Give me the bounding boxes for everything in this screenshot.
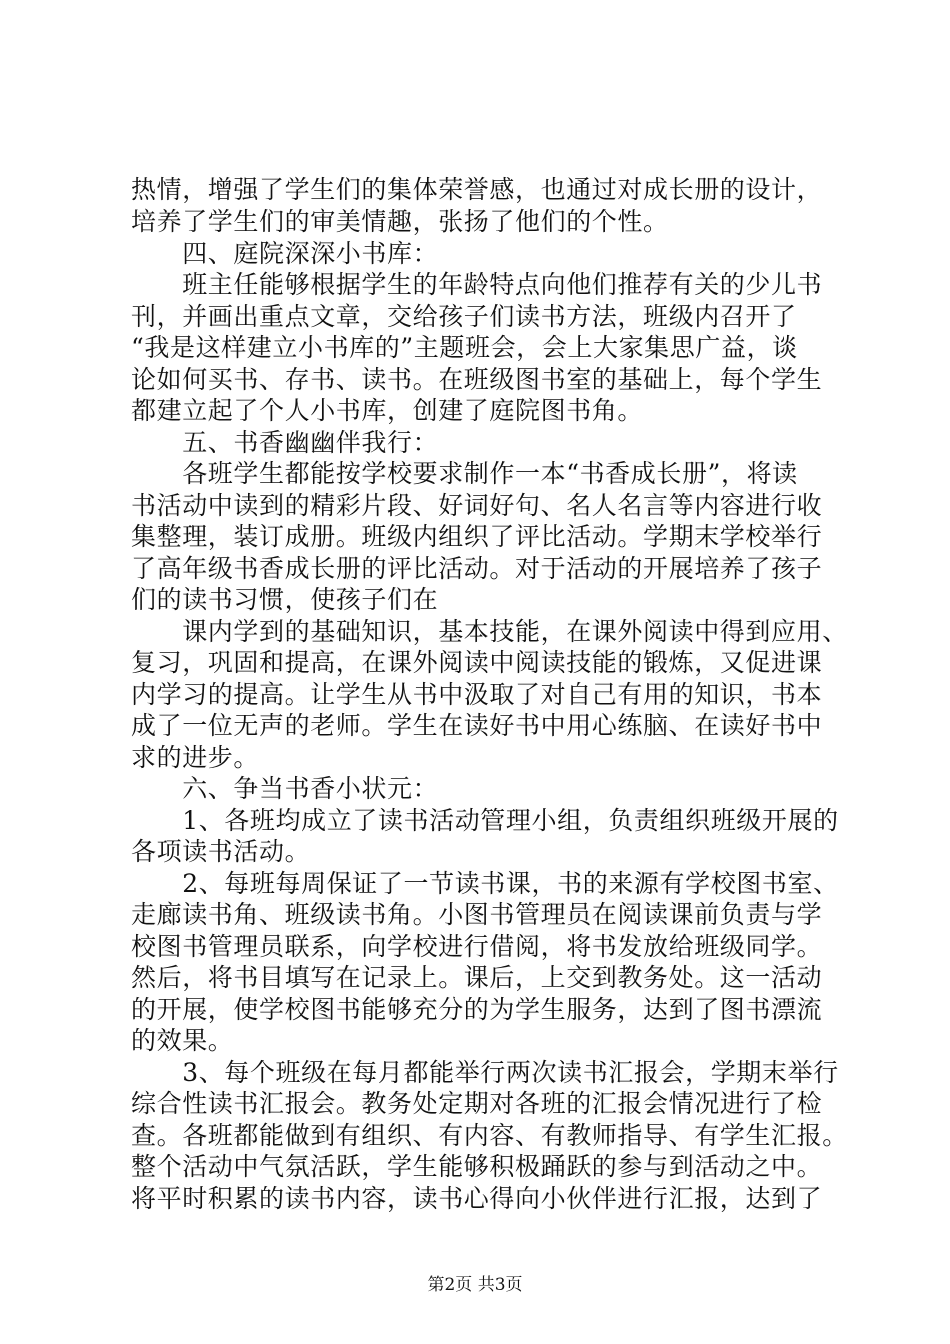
text-line: 课内学到的基础知识，基本技能，在课外阅读中得到应用、 bbox=[131, 617, 848, 646]
text-line: 论如何买书、存书、读书。在班级图书室的基础上，每个学生 bbox=[131, 365, 823, 394]
text-line: 成了一位无声的老师。学生在读好书中用心练脑、在读好书中 bbox=[131, 711, 823, 740]
text-line: 走廊读书角、班级读书角。小图书管理员在阅读课前负责与学 bbox=[131, 900, 823, 929]
section-heading: 六、争当书香小状元： bbox=[131, 774, 439, 803]
text-line: 求的进步。 bbox=[131, 743, 260, 772]
text-line: 2、每班每周保证了一节读书课，书的来源有学校图书室、 bbox=[131, 869, 839, 898]
text-line: 各项读书活动。 bbox=[131, 837, 311, 866]
text-line: 然后，将书目填写在记录上。课后，上交到教务处。这一活动 bbox=[131, 963, 823, 992]
text-line: 各班学生都能按学校要求制作一本“书香成长册”，将读 bbox=[131, 459, 798, 488]
text-line: 了高年级书香成长册的评比活动。对于活动的开展培养了孩子 bbox=[131, 554, 823, 583]
text-line: 书活动中读到的精彩片段、好词好句、名人名言等内容进行收 bbox=[131, 491, 823, 520]
text-line: 复习，巩固和提高，在课外阅读中阅读技能的锻炼，又促进课 bbox=[131, 648, 823, 677]
text-line: 的开展，使学校图书能够充分的为学生服务，达到了图书漂流 bbox=[131, 995, 823, 1024]
text-line: 集整理，装订成册。班级内组织了评比活动。学期末学校举行 bbox=[131, 522, 823, 551]
text-line: 们的读书习惯，使孩子们在 bbox=[131, 585, 439, 614]
text-line: 热情，增强了学生们的集体荣誉感，也通过对成长册的设计， bbox=[131, 175, 823, 204]
text-line: 查。各班都能做到有组织、有内容、有教师指导、有学生汇报。 bbox=[131, 1121, 848, 1150]
text-line: 班主任能够根据学生的年龄特点向他们推荐有关的少儿书 bbox=[131, 270, 823, 299]
text-line: 培养了学生们的审美情趣，张扬了他们的个性。 bbox=[131, 207, 669, 236]
text-line: 整个活动中气氛活跃，学生能够积极踊跃的参与到活动之中。 bbox=[131, 1152, 823, 1181]
section-heading: 四、庭院深深小书库： bbox=[131, 239, 439, 268]
page-number: 第2页 共3页 bbox=[427, 1275, 523, 1295]
text-line: 内学习的提高。让学生从书中汲取了对自己有用的知识，书本 bbox=[131, 680, 823, 709]
section-heading: 五、书香幽幽伴我行： bbox=[131, 428, 439, 457]
text-line: 将平时积累的读书内容，读书心得向小伙伴进行汇报，达到了 bbox=[131, 1184, 823, 1213]
text-line: 都建立起了个人小书库，创建了庭院图书角。 bbox=[131, 396, 644, 425]
text-line: 1、各班均成立了读书活动管理小组，负责组织班级开展的 bbox=[131, 806, 839, 835]
text-line: 综合性读书汇报会。教务处定期对各班的汇报会情况进行了检 bbox=[131, 1089, 823, 1118]
text-line: “我是这样建立小书库的”主题班会，会上大家集思广益，谈 bbox=[131, 333, 798, 362]
text-line: 校图书管理员联系，向学校进行借阅，将书发放给班级同学。 bbox=[131, 932, 823, 961]
text-line: 的效果。 bbox=[131, 1026, 234, 1055]
text-line: 刊，并画出重点文章，交给孩子们读书方法，班级内召开了 bbox=[131, 302, 797, 331]
text-line: 3、每个班级在每月都能举行两次读书汇报会，学期末举行 bbox=[131, 1058, 839, 1087]
